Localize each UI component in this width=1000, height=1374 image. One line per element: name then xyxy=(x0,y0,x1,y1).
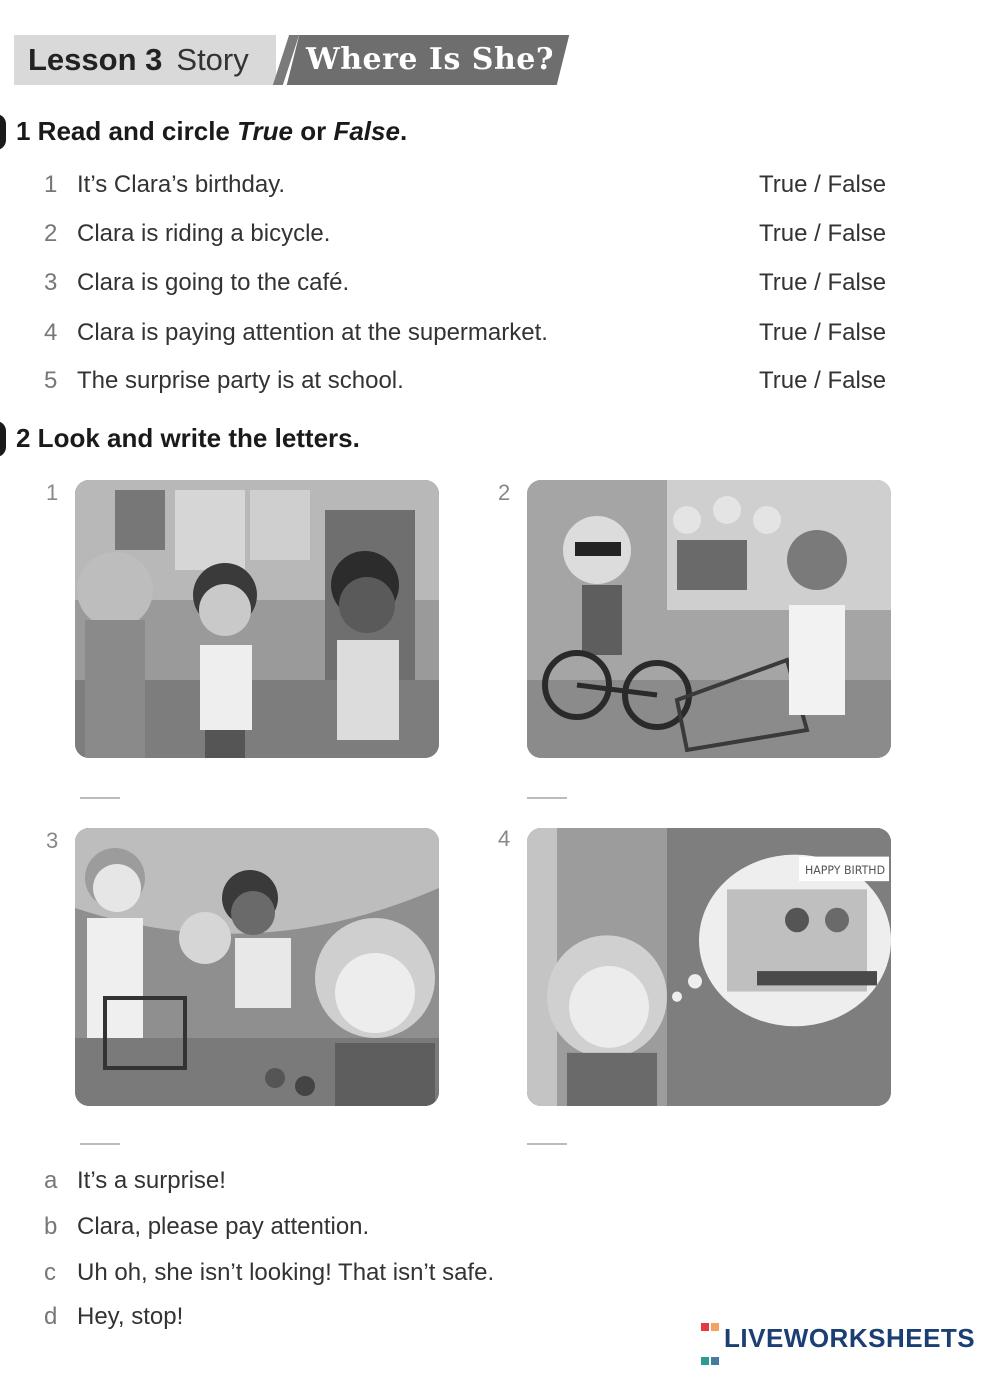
statement-text: Clara is going to the café. xyxy=(77,269,350,296)
statement-row xyxy=(44,318,894,348)
option-text: Clara, please pay attention. xyxy=(77,1213,370,1240)
supermarket-illustration xyxy=(75,828,439,1106)
statement-row xyxy=(44,219,894,249)
party-thought-illustration xyxy=(527,828,891,1106)
statement-text: Clara is paying attention at the supermarket. xyxy=(77,319,548,346)
story-picture-supermarket xyxy=(75,828,439,1106)
exercise1-title: 1 Read and circle True or False. xyxy=(16,116,408,146)
banner-text: HAPPY BIRTHD xyxy=(805,863,886,878)
statement-number: 5 xyxy=(44,367,58,394)
true-false-choice[interactable]: True / False xyxy=(759,171,887,198)
section-marker xyxy=(0,421,6,457)
true-false-choice[interactable]: True / False xyxy=(759,220,887,247)
answer-blank[interactable] xyxy=(80,1143,120,1145)
story-picture-hallway xyxy=(75,480,439,758)
statement-number: 1 xyxy=(44,171,58,198)
option-text: It’s a surprise! xyxy=(77,1167,226,1194)
option-letter: a xyxy=(44,1167,58,1194)
lesson-section: Story xyxy=(176,42,249,77)
option-text: Uh oh, she isn’t looking! That isn’t safe. xyxy=(77,1259,495,1286)
answer-blank[interactable] xyxy=(80,797,120,799)
statement-row xyxy=(44,170,894,200)
lesson-label xyxy=(28,40,249,80)
section-marker xyxy=(0,114,6,150)
picture-number: 4 xyxy=(498,826,511,851)
statement-text: It’s Clara’s birthday. xyxy=(77,171,286,198)
logo-text: LIVEWORKSHEETS xyxy=(724,1322,976,1353)
true-false-choice[interactable]: True / False xyxy=(759,269,887,296)
liveworksheets-logo xyxy=(700,1306,976,1353)
lesson-number: Lesson 3 xyxy=(28,42,163,77)
statement-number: 4 xyxy=(44,319,58,346)
statement-text: Clara is riding a bicycle. xyxy=(77,220,331,247)
exercise2-title: 2 Look and write the letters. xyxy=(16,423,360,453)
answer-blank[interactable] xyxy=(527,1143,567,1145)
true-false-choice[interactable]: True / False xyxy=(759,367,887,394)
hallway-illustration xyxy=(75,480,439,758)
answer-blank[interactable] xyxy=(527,797,567,799)
story-picture-bicycle xyxy=(527,480,891,758)
statement-row xyxy=(44,268,894,298)
logo-grid-icon xyxy=(700,1306,720,1374)
story-picture-thought-bubble xyxy=(527,828,891,1106)
option-text: Hey, stop! xyxy=(77,1303,184,1330)
statement-row xyxy=(44,366,894,396)
bicycle-illustration xyxy=(527,480,891,758)
picture-number: 2 xyxy=(498,480,511,505)
option-letter: d xyxy=(44,1303,58,1330)
option-letter: c xyxy=(44,1259,56,1286)
picture-number: 1 xyxy=(46,480,59,505)
true-false-choice[interactable]: True / False xyxy=(759,319,887,346)
picture-number: 3 xyxy=(46,828,59,853)
statement-text: The surprise party is at school. xyxy=(77,367,404,394)
statement-number: 2 xyxy=(44,220,58,247)
option-letter: b xyxy=(44,1213,58,1240)
story-title: Where Is She? xyxy=(306,42,554,77)
statement-number: 3 xyxy=(44,269,58,296)
